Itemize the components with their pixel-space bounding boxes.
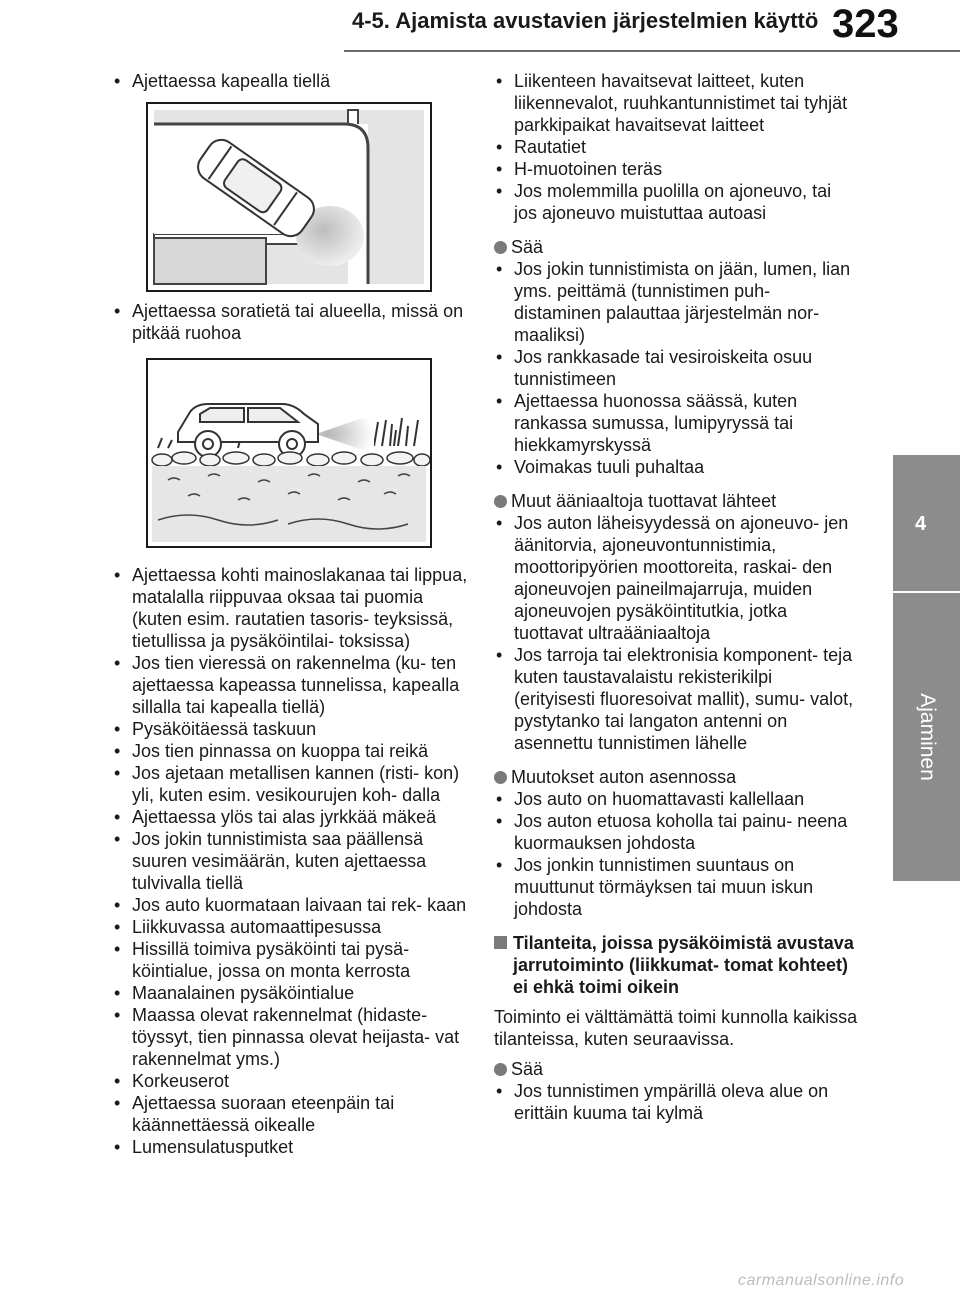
gravel-road-illustration bbox=[146, 358, 432, 548]
section-paragraph: Toiminto ei välttämättä toimi kunnolla kaikissa tilanteissa, kuten seuraavissa. bbox=[494, 1007, 858, 1049]
list-item: • Jos tien vieressä on rakennelma (ku- ten ajettaessa kapeassa tunnelissa, kapealla sillalla tai kapealla tiellä) bbox=[114, 653, 460, 717]
chapter-number-tab bbox=[893, 455, 960, 591]
list-item: • Jos auton läheisyydessä on ajoneuvo- jen äänitorvia, ajoneuvontunnistimia, moottoripyörien moottoreita, raskai- den ajoneuvojen paineilmajarruja, muiden ajoneuvojen pysäköintitutkia, jotka tuottavat ultraääniaaltoja bbox=[496, 513, 849, 643]
list-item: • Jos auton etuosa koholla tai painu- neena kuormauksen johdosta bbox=[496, 811, 848, 853]
list-item: • Ajettaessa suoraan eteenpäin tai käännettäessä oikealle bbox=[114, 1093, 395, 1135]
circle-bullet-icon bbox=[494, 771, 507, 784]
section-title: 4-5. Ajamista avustavien järjestelmien käyttö bbox=[352, 8, 819, 33]
list-item: • Ajettaessa soratietä tai alueella, missä on pitkää ruohoa bbox=[114, 301, 464, 343]
right-column bbox=[494, 70, 858, 1124]
list-item: • Korkeuserot bbox=[114, 1071, 230, 1091]
list-item: • Ajettaessa kohti mainoslakanaa tai lippua, matalalla riippuvaa oksaa tai puomia (kuten esim. rautatien tasoris- teyksissä, tietullissa ja pysäköintilai- toksissa) bbox=[114, 565, 468, 651]
weather-heading-2: Sää bbox=[494, 1058, 858, 1080]
circle-bullet-icon bbox=[494, 1063, 507, 1076]
chapter-label: Ajaminen bbox=[915, 693, 939, 781]
list-item: • Jos jokin tunnistimista saa päällensä suuren vesimäärän, kuten ajettaessa tulvivalla tiellä bbox=[114, 829, 427, 893]
list-item: • Jos tarroja tai elektronisia komponent- teja kuten taustavalaistu rekisterikilpi (erityisesti fluoresoivat mallit), sumu- valot, pystytanko tai langaton antenni on asennettu tunnistimen lähelle bbox=[496, 645, 854, 753]
narrow-road-illustration bbox=[146, 102, 432, 292]
list-item: • Voimakas tuuli puhaltaa bbox=[496, 457, 705, 477]
list-item: • Liikkuvassa automaattipesussa bbox=[114, 917, 382, 937]
circle-bullet-icon bbox=[494, 241, 507, 254]
list-item: • Rautatiet bbox=[496, 137, 587, 157]
list-item: • Jos auto kuormataan laivaan tai rek- kaan bbox=[114, 895, 467, 915]
circle-bullet-icon bbox=[494, 495, 507, 508]
list-item: • Ajettaessa huonossa säässä, kuten rankassa sumussa, lumipyryssä tai hiekkamyrskyssä bbox=[496, 391, 798, 455]
list-item: • Maanalainen pysäköintialue bbox=[114, 983, 355, 1003]
noise-heading: Muut ääniaaltoja tuottavat lähteet bbox=[494, 490, 858, 512]
intro-list bbox=[494, 70, 858, 224]
list-item: • Lumensulatusputket bbox=[114, 1137, 294, 1157]
list-item: • Maassa olevat rakennelmat (hidaste- töyssyt, tien pinnassa olevat heijasta- vat rakennelmat yms.) bbox=[114, 1005, 460, 1069]
chapter-number: 4 bbox=[915, 513, 927, 535]
list-item: • Jos molemmilla puolilla on ajoneuvo, tai jos ajoneuvo muistuttaa autoasi bbox=[496, 181, 832, 223]
list-item: • Jos tunnistimen ympärillä oleva alue on erittäin kuuma tai kylmä bbox=[496, 1081, 829, 1123]
list-item: • Ajettaessa ylös tai alas jyrkkää mäkeä bbox=[114, 807, 437, 827]
list-item: • Jos tien pinnassa on kuoppa tai reikä bbox=[114, 741, 429, 761]
header-rule bbox=[344, 50, 960, 52]
list-item: • Jos jokin tunnistimista on jään, lumen, lian yms. peittämä (tunnistimen puh- distaminen palauttaa järjestelmän nor- maaliksi) bbox=[496, 259, 851, 345]
list-item: • Hissillä toimiva pysäköinti tai pysä- köintialue, jossa on monta kerrosta bbox=[114, 939, 411, 981]
list-item: • Jos ajetaan metallisen kannen (risti- kon) yli, kuten esim. vesikourujen koh- dalla bbox=[114, 763, 460, 805]
list-item: • Jos rankkasade tai vesiroiskeita osuu tunnistimeen bbox=[496, 347, 813, 389]
page-number: 323 bbox=[832, 2, 899, 46]
list-item: • H-muotoinen teräs bbox=[496, 159, 663, 179]
posture-heading: Muutokset auton asennossa bbox=[494, 766, 858, 788]
left-bullet-list bbox=[112, 564, 472, 1158]
section-heading: Tilanteita, joissa pysäköimistä avustava jarrutoiminto (liikkumat- tomat kohteet) ei ehkä toimi oikein bbox=[494, 932, 858, 998]
list-item: • Ajettaessa kapealla tiellä bbox=[114, 71, 331, 91]
left-column bbox=[112, 70, 472, 1158]
list-item: • Liikenteen havaitsevat laitteet, kuten liikennevalot, ruuhkantunnistimet tai tyhjät parkkipaikat havaitsevat laitteet bbox=[496, 71, 848, 135]
weather-heading: Sää bbox=[494, 236, 858, 258]
list-item: • Pysäköitäessä taskuun bbox=[114, 719, 317, 739]
chapter-label-tab bbox=[893, 593, 960, 881]
list-item: • Jos auto on huomattavasti kallellaan bbox=[496, 789, 805, 809]
square-bullet-icon bbox=[494, 936, 507, 949]
watermark: carmanualsonline.info bbox=[738, 1272, 905, 1289]
page-header bbox=[0, 0, 960, 62]
list-item: • Jos jonkin tunnistimen suuntaus on muuttunut törmäyksen tai muun iskun johdosta bbox=[496, 855, 814, 919]
